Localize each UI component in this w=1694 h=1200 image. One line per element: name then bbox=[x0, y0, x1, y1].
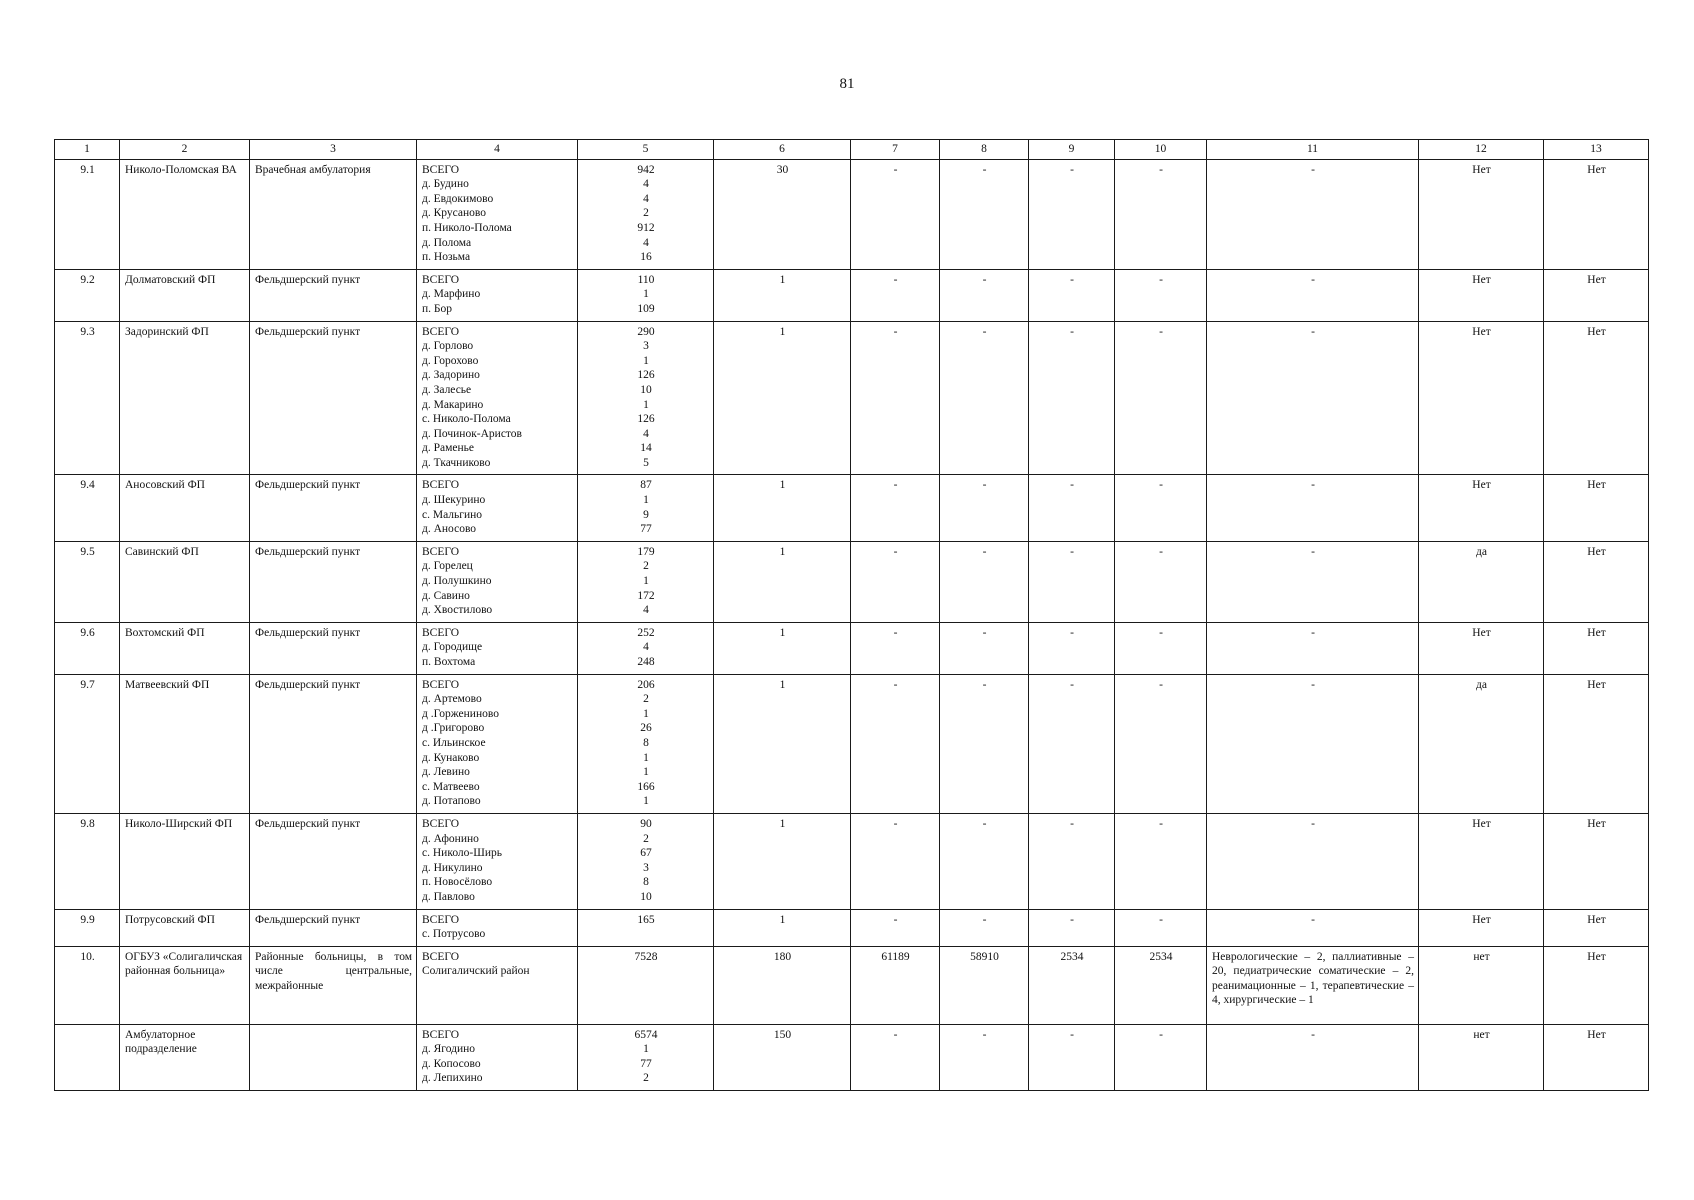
column-8-cell: - bbox=[940, 269, 1029, 321]
settlement-name: д. Ягодино bbox=[422, 1043, 476, 1056]
column-13-cell: Нет bbox=[1544, 1024, 1649, 1090]
facility-name-cell: Потрусовский ФП bbox=[120, 909, 250, 946]
column-6-cell: 30 bbox=[714, 159, 851, 269]
bed-profile-cell: - bbox=[1207, 159, 1419, 269]
column-12-cell: нет bbox=[1419, 1024, 1544, 1090]
table-row bbox=[55, 1024, 1649, 1090]
settlement-name: д. Шекурино bbox=[422, 494, 486, 507]
settlement-name: с. Николо-Ширь bbox=[422, 847, 502, 860]
column-10-cell: - bbox=[1115, 1024, 1207, 1090]
row-number-cell: 10. bbox=[55, 946, 120, 1024]
bed-profile-cell: - bbox=[1207, 475, 1419, 541]
population-value: 1 bbox=[643, 751, 649, 764]
population-value: 4 bbox=[643, 641, 649, 654]
population-cell bbox=[578, 622, 714, 674]
population-value: 166 bbox=[637, 780, 655, 793]
population-value: 8 bbox=[643, 736, 649, 749]
population-cell bbox=[578, 159, 714, 269]
population-cell bbox=[578, 813, 714, 909]
settlement-name: д. Ткачниково bbox=[422, 456, 491, 469]
settlement-name: д. Крусаново bbox=[422, 207, 486, 220]
settlements-cell bbox=[417, 321, 578, 475]
settlement-name: с. Ильинское bbox=[422, 736, 486, 749]
settlement-name: д. Горлово bbox=[422, 340, 474, 353]
settlement-name: ВСЕГО bbox=[422, 626, 460, 639]
table-row bbox=[55, 159, 1649, 269]
column-9-cell: - bbox=[1029, 909, 1115, 946]
population-value: 2 bbox=[643, 693, 649, 706]
population-cell bbox=[578, 321, 714, 475]
facility-type-cell: Районные больницы, в том числе центральные, межрайонные bbox=[250, 946, 417, 1024]
column-10-cell: - bbox=[1115, 159, 1207, 269]
column-8-cell: - bbox=[940, 475, 1029, 541]
column-9-cell: - bbox=[1029, 1024, 1115, 1090]
column-9-cell: - bbox=[1029, 475, 1115, 541]
table-body bbox=[55, 159, 1649, 1090]
table-row bbox=[55, 269, 1649, 321]
population-value: 4 bbox=[643, 604, 649, 617]
header-cell: 13 bbox=[1544, 140, 1649, 160]
settlement-name: п. Новосёлово bbox=[422, 876, 493, 889]
population-value: 3 bbox=[643, 340, 649, 353]
population-value: 179 bbox=[637, 545, 655, 558]
row-number-cell: 9.6 bbox=[55, 622, 120, 674]
settlement-name: д. Афонино bbox=[422, 832, 479, 845]
settlements-cell bbox=[417, 1024, 578, 1090]
settlement-name: д. Будино bbox=[422, 178, 469, 191]
population-value: 109 bbox=[637, 302, 655, 315]
population-value: 1 bbox=[643, 575, 649, 588]
settlement-name: п. Нозьма bbox=[422, 251, 471, 264]
settlement-name: ВСЕГО bbox=[422, 163, 460, 176]
table-row bbox=[55, 321, 1649, 475]
facility-name-cell: Матвеевский ФП bbox=[120, 674, 250, 813]
population-value: 6574 bbox=[634, 1028, 658, 1041]
population-value: 5 bbox=[643, 456, 649, 469]
settlement-name: Солигаличский район bbox=[422, 965, 530, 978]
column-9-cell: - bbox=[1029, 813, 1115, 909]
table-row bbox=[55, 475, 1649, 541]
column-12-cell: нет bbox=[1419, 946, 1544, 1024]
column-12-cell: да bbox=[1419, 674, 1544, 813]
population-value: 7528 bbox=[634, 950, 658, 963]
column-7-cell: - bbox=[851, 321, 940, 475]
row-number-cell: 9.5 bbox=[55, 541, 120, 622]
facilities-table bbox=[54, 139, 1649, 1091]
bed-profile-cell: - bbox=[1207, 541, 1419, 622]
column-9-cell: - bbox=[1029, 269, 1115, 321]
facility-name-cell: Долматовский ФП bbox=[120, 269, 250, 321]
settlement-name: д. Горелец bbox=[422, 560, 473, 573]
population-value: 1 bbox=[643, 795, 649, 808]
column-6-cell: 1 bbox=[714, 622, 851, 674]
column-12-cell: Нет bbox=[1419, 813, 1544, 909]
header-cell: 2 bbox=[120, 140, 250, 160]
settlement-name: ВСЕГО bbox=[422, 950, 460, 963]
header-cell: 4 bbox=[417, 140, 578, 160]
settlement-name: ВСЕГО bbox=[422, 325, 460, 338]
settlement-name: д. Полома bbox=[422, 236, 472, 249]
facility-name-cell: Николо-Поломская ВА bbox=[120, 159, 250, 269]
settlement-name: ВСЕГО bbox=[422, 817, 460, 830]
facility-name-cell: Вохтомский ФП bbox=[120, 622, 250, 674]
column-6-cell: 1 bbox=[714, 674, 851, 813]
column-9-cell: - bbox=[1029, 674, 1115, 813]
table-row bbox=[55, 909, 1649, 946]
population-value: 4 bbox=[643, 192, 649, 205]
column-7-cell: - bbox=[851, 674, 940, 813]
population-value: 126 bbox=[637, 413, 655, 426]
header-cell: 6 bbox=[714, 140, 851, 160]
population-value: 206 bbox=[637, 678, 655, 691]
column-8-cell: - bbox=[940, 813, 1029, 909]
population-cell bbox=[578, 946, 714, 1024]
population-value: 1 bbox=[643, 707, 649, 720]
settlement-name: д. Павлово bbox=[422, 890, 475, 903]
column-12-cell: да bbox=[1419, 541, 1544, 622]
column-7-cell: - bbox=[851, 475, 940, 541]
population-value: 4 bbox=[643, 236, 649, 249]
column-7-cell: - bbox=[851, 1024, 940, 1090]
population-value: 3 bbox=[643, 861, 649, 874]
header-cell: 12 bbox=[1419, 140, 1544, 160]
column-13-cell: Нет bbox=[1544, 909, 1649, 946]
settlements-cell bbox=[417, 541, 578, 622]
population-value: 252 bbox=[637, 626, 655, 639]
settlement-name: д. Починок-Аристов bbox=[422, 427, 522, 440]
facility-type-cell bbox=[250, 1024, 417, 1090]
settlement-name: п. Бор bbox=[422, 302, 453, 315]
population-cell bbox=[578, 1024, 714, 1090]
column-7-cell: - bbox=[851, 269, 940, 321]
settlement-name: с. Матвеево bbox=[422, 780, 480, 793]
row-number-cell: 9.1 bbox=[55, 159, 120, 269]
settlements-cell bbox=[417, 622, 578, 674]
facility-type-cell: Врачебная амбулатория bbox=[250, 159, 417, 269]
page-number: 81 bbox=[839, 76, 855, 92]
bed-profile-cell: - bbox=[1207, 813, 1419, 909]
facility-name-cell: ОГБУЗ «Солигаличская районная больница» bbox=[120, 946, 250, 1024]
bed-profile-cell: - bbox=[1207, 909, 1419, 946]
column-13-cell: Нет bbox=[1544, 159, 1649, 269]
column-6-cell: 150 bbox=[714, 1024, 851, 1090]
settlement-name: д. Кунаково bbox=[422, 751, 480, 764]
population-value: 110 bbox=[637, 273, 655, 286]
settlement-name: д. Марфино bbox=[422, 288, 481, 301]
population-cell bbox=[578, 475, 714, 541]
settlements-cell bbox=[417, 269, 578, 321]
facility-name-cell: Амбулаторное подразделение bbox=[120, 1024, 250, 1090]
table-row bbox=[55, 946, 1649, 1024]
settlement-name: п. Николо-Полома bbox=[422, 221, 512, 234]
facility-type-cell: Фельдшерский пункт bbox=[250, 909, 417, 946]
settlement-name: д. Макарино bbox=[422, 398, 484, 411]
column-10-cell: - bbox=[1115, 269, 1207, 321]
row-number-cell bbox=[55, 1024, 120, 1090]
column-7-cell: - bbox=[851, 813, 940, 909]
population-value: 90 bbox=[640, 817, 652, 830]
settlement-name: ВСЕГО bbox=[422, 545, 460, 558]
table-row bbox=[55, 813, 1649, 909]
population-value: 87 bbox=[640, 479, 652, 492]
population-value: 77 bbox=[640, 1057, 652, 1070]
population-value: 290 bbox=[637, 325, 655, 338]
column-7-cell: - bbox=[851, 909, 940, 946]
row-number-cell: 9.8 bbox=[55, 813, 120, 909]
column-7-cell: - bbox=[851, 159, 940, 269]
population-value: 2 bbox=[643, 560, 649, 573]
settlement-name: д. Савино bbox=[422, 589, 470, 602]
column-12-cell: Нет bbox=[1419, 622, 1544, 674]
column-8-cell: - bbox=[940, 541, 1029, 622]
settlement-name: ВСЕГО bbox=[422, 913, 460, 926]
bed-profile-cell: - bbox=[1207, 269, 1419, 321]
population-value: 2 bbox=[643, 832, 649, 845]
column-13-cell: Нет bbox=[1544, 622, 1649, 674]
column-9-cell: - bbox=[1029, 541, 1115, 622]
bed-profile-cell: - bbox=[1207, 321, 1419, 475]
settlement-name: п. Вохтома bbox=[422, 656, 476, 668]
column-10-cell: - bbox=[1115, 674, 1207, 813]
facility-type-cell: Фельдшерский пункт bbox=[250, 475, 417, 541]
header-cell: 1 bbox=[55, 140, 120, 160]
population-cell bbox=[578, 674, 714, 813]
settlement-name: д. Горохово bbox=[422, 354, 479, 367]
column-8-cell: - bbox=[940, 159, 1029, 269]
bed-profile-cell: - bbox=[1207, 674, 1419, 813]
column-13-cell: Нет bbox=[1544, 321, 1649, 475]
row-number-cell: 9.7 bbox=[55, 674, 120, 813]
settlement-name: д. Евдокимово bbox=[422, 192, 494, 205]
header-cell: 3 bbox=[250, 140, 417, 160]
settlements-cell bbox=[417, 946, 578, 1024]
facility-type-cell: Фельдшерский пункт bbox=[250, 622, 417, 674]
column-9-cell: 2534 bbox=[1029, 946, 1115, 1024]
population-value: 10 bbox=[640, 890, 652, 903]
population-value: 14 bbox=[640, 442, 652, 455]
settlement-name: с. Мальгино bbox=[422, 508, 483, 521]
settlement-name: д .Григорово bbox=[422, 722, 485, 735]
population-value: 77 bbox=[640, 523, 652, 536]
population-value: 1 bbox=[643, 288, 649, 301]
row-number-cell: 9.9 bbox=[55, 909, 120, 946]
settlements-cell bbox=[417, 674, 578, 813]
population-value: 4 bbox=[643, 178, 649, 191]
column-8-cell: - bbox=[940, 909, 1029, 946]
column-10-cell: - bbox=[1115, 475, 1207, 541]
column-8-cell: - bbox=[940, 321, 1029, 475]
population-cell bbox=[578, 541, 714, 622]
population-value: 172 bbox=[637, 589, 655, 602]
table-row bbox=[55, 674, 1649, 813]
column-13-cell: Нет bbox=[1544, 541, 1649, 622]
column-8-cell: - bbox=[940, 1024, 1029, 1090]
population-value: 4 bbox=[643, 427, 649, 440]
settlement-name: ВСЕГО bbox=[422, 479, 460, 492]
column-9-cell: - bbox=[1029, 622, 1115, 674]
settlement-name: д. Городище bbox=[422, 641, 483, 654]
facility-type-cell: Фельдшерский пункт bbox=[250, 321, 417, 475]
column-8-cell: 58910 bbox=[940, 946, 1029, 1024]
facility-type-cell: Фельдшерский пункт bbox=[250, 674, 417, 813]
column-12-cell: Нет bbox=[1419, 475, 1544, 541]
column-6-cell: 1 bbox=[714, 475, 851, 541]
column-6-cell: 1 bbox=[714, 909, 851, 946]
column-10-cell: - bbox=[1115, 541, 1207, 622]
header-cell: 8 bbox=[940, 140, 1029, 160]
settlement-name: д. Задорино bbox=[422, 369, 480, 382]
column-7-cell: 61189 bbox=[851, 946, 940, 1024]
facility-name-cell: Николо-Ширский ФП bbox=[120, 813, 250, 909]
population-value: 942 bbox=[637, 163, 655, 176]
settlement-name: с. Николо-Полома bbox=[422, 413, 511, 426]
settlement-name: ВСЕГО bbox=[422, 273, 460, 286]
column-9-cell: - bbox=[1029, 159, 1115, 269]
settlement-name: д. Потапово bbox=[422, 795, 481, 808]
settlement-name: с. Потрусово bbox=[422, 928, 486, 941]
column-10-cell: - bbox=[1115, 909, 1207, 946]
population-value: 26 bbox=[640, 722, 652, 735]
column-10-cell: - bbox=[1115, 813, 1207, 909]
column-13-cell: Нет bbox=[1544, 946, 1649, 1024]
population-value: 2 bbox=[643, 207, 649, 220]
column-6-cell: 1 bbox=[714, 813, 851, 909]
settlements-cell bbox=[417, 909, 578, 946]
facility-type-cell: Фельдшерский пункт bbox=[250, 813, 417, 909]
settlement-name: д. Залесье bbox=[422, 383, 472, 396]
facility-name-cell: Савинский ФП bbox=[120, 541, 250, 622]
column-13-cell: Нет bbox=[1544, 674, 1649, 813]
column-6-cell: 1 bbox=[714, 541, 851, 622]
column-6-cell: 1 bbox=[714, 269, 851, 321]
population-value: 10 bbox=[640, 383, 652, 396]
population-value: 2 bbox=[643, 1072, 649, 1085]
population-value: 248 bbox=[637, 656, 655, 668]
population-cell bbox=[578, 269, 714, 321]
column-6-cell: 1 bbox=[714, 321, 851, 475]
column-10-cell: - bbox=[1115, 622, 1207, 674]
settlement-name: д .Горжениново bbox=[422, 707, 499, 720]
bed-profile-cell: Неврологические – 2, паллиативные – 20, педиатрические соматические – 2, реанимационные – 1, терапевтические – 4, хирургические – 1 bbox=[1207, 946, 1419, 1024]
settlement-name: д. Раменье bbox=[422, 442, 474, 455]
population-value: 16 bbox=[640, 251, 652, 264]
column-13-cell: Нет bbox=[1544, 813, 1649, 909]
column-8-cell: - bbox=[940, 674, 1029, 813]
header-cell: 10 bbox=[1115, 140, 1207, 160]
settlement-name: д. Артемово bbox=[422, 693, 482, 706]
column-8-cell: - bbox=[940, 622, 1029, 674]
settlements-cell bbox=[417, 475, 578, 541]
facility-type-cell: Фельдшерский пункт bbox=[250, 269, 417, 321]
settlement-name: ВСЕГО bbox=[422, 678, 460, 691]
population-value: 1 bbox=[643, 398, 649, 411]
column-7-cell: - bbox=[851, 541, 940, 622]
settlement-name: д. Никулино bbox=[422, 861, 483, 874]
column-12-cell: Нет bbox=[1419, 321, 1544, 475]
column-7-cell: - bbox=[851, 622, 940, 674]
column-12-cell: Нет bbox=[1419, 269, 1544, 321]
facility-name-cell: Задоринский ФП bbox=[120, 321, 250, 475]
column-9-cell: - bbox=[1029, 321, 1115, 475]
row-number-cell: 9.3 bbox=[55, 321, 120, 475]
facility-type-cell: Фельдшерский пункт bbox=[250, 541, 417, 622]
settlement-name: д. Хвостилово bbox=[422, 604, 493, 617]
population-value: 1 bbox=[643, 1043, 649, 1056]
column-10-cell: - bbox=[1115, 321, 1207, 475]
population-cell bbox=[578, 909, 714, 946]
settlements-cell bbox=[417, 813, 578, 909]
table-row bbox=[55, 541, 1649, 622]
column-12-cell: Нет bbox=[1419, 909, 1544, 946]
header-cell: 9 bbox=[1029, 140, 1115, 160]
population-value: 912 bbox=[637, 221, 655, 234]
settlements-cell bbox=[417, 159, 578, 269]
population-value: 1 bbox=[643, 766, 649, 779]
bed-profile-cell: - bbox=[1207, 622, 1419, 674]
column-6-cell: 180 bbox=[714, 946, 851, 1024]
population-value: 8 bbox=[643, 876, 649, 889]
header-cell: 5 bbox=[578, 140, 714, 160]
table-row bbox=[55, 622, 1649, 674]
population-value: 1 bbox=[643, 354, 649, 367]
settlement-name: ВСЕГО bbox=[422, 1028, 460, 1041]
population-value: 165 bbox=[637, 913, 655, 926]
population-value: 126 bbox=[637, 369, 655, 382]
bed-profile-cell: - bbox=[1207, 1024, 1419, 1090]
column-13-cell: Нет bbox=[1544, 475, 1649, 541]
settlement-name: д. Копосово bbox=[422, 1057, 481, 1070]
settlement-name: д. Левино bbox=[422, 766, 470, 779]
settlement-name: д. Полушкино bbox=[422, 575, 492, 588]
settlement-name: д. Аносово bbox=[422, 523, 477, 536]
facility-name-cell: Аносовский ФП bbox=[120, 475, 250, 541]
header-cell: 11 bbox=[1207, 140, 1419, 160]
population-value: 9 bbox=[643, 508, 649, 521]
settlement-name: д. Лепихино bbox=[422, 1072, 483, 1085]
column-10-cell: 2534 bbox=[1115, 946, 1207, 1024]
column-numbers-row bbox=[55, 140, 1649, 160]
column-13-cell: Нет bbox=[1544, 269, 1649, 321]
row-number-cell: 9.2 bbox=[55, 269, 120, 321]
header-cell: 7 bbox=[851, 140, 940, 160]
column-12-cell: Нет bbox=[1419, 159, 1544, 269]
row-number-cell: 9.4 bbox=[55, 475, 120, 541]
population-value: 67 bbox=[640, 847, 652, 860]
population-value: 1 bbox=[643, 494, 649, 507]
